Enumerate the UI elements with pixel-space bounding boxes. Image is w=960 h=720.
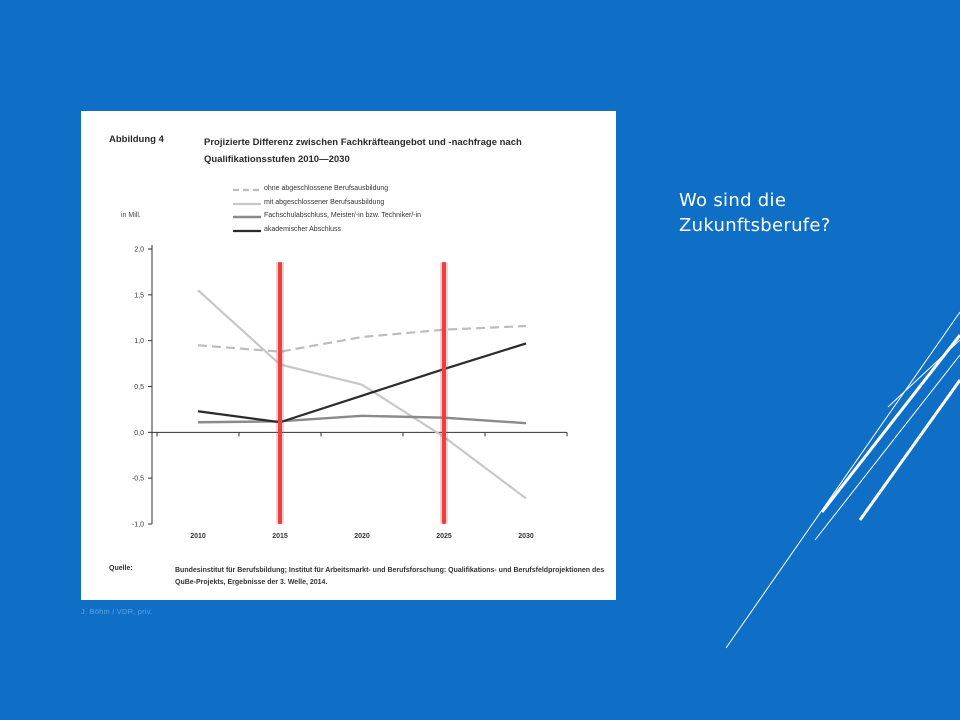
y-tick-label: -1,0 [131,521,144,529]
image-credit: J. Böhm / VDR, priv. [81,607,153,616]
figure-label: Abbildung 4 [109,134,164,145]
y-tick-label: -0,5 [131,475,144,483]
legend-label: mit abgeschlossener Berufsausbildung [264,198,385,206]
y-tick-label: 0,0 [134,429,144,437]
source-text: Bundesinstitut für Berufsbildung; Institut für Arbeitsmarkt- und Berufsforschung: Qualifikations- und Berufsfeldprojektionen des QuBe-Projekts, Ergebnisse der 3. Welle, 2014. [175,567,605,586]
slide-title: Wo sind die Zukunftsberufe? [679,190,831,236]
figure-title: Projizierte Differenz zwischen Fachkräfteangebot und -nachfrage nach Qualifikationsstufen 2010—2030 [204,137,522,165]
x-tick-label: 2010 [190,533,206,540]
x-tick-label: 2020 [354,533,370,540]
deco-line [726,312,960,648]
deco-line [822,335,960,512]
legend-label: akademischer Abschluss [264,226,342,234]
y-tick-label: 2,0 [134,246,144,254]
deco-line [815,355,960,540]
y-axis-unit: in Mill. [121,212,141,219]
legend-label: ohne abgeschlossene Berufsausbildung [264,185,389,192]
y-tick-label: 1,0 [134,338,144,346]
x-tick-label: 2030 [518,533,534,540]
x-tick-label: 2025 [436,533,452,540]
y-tick-label: 0,5 [134,384,144,391]
source-label: Quelle: [109,565,133,572]
legend-label: Fachschulabschluss, Meister/-in bzw. Techniker/-in [264,212,422,220]
x-tick-label: 2015 [272,533,288,540]
y-tick-label: 1,5 [134,292,144,300]
